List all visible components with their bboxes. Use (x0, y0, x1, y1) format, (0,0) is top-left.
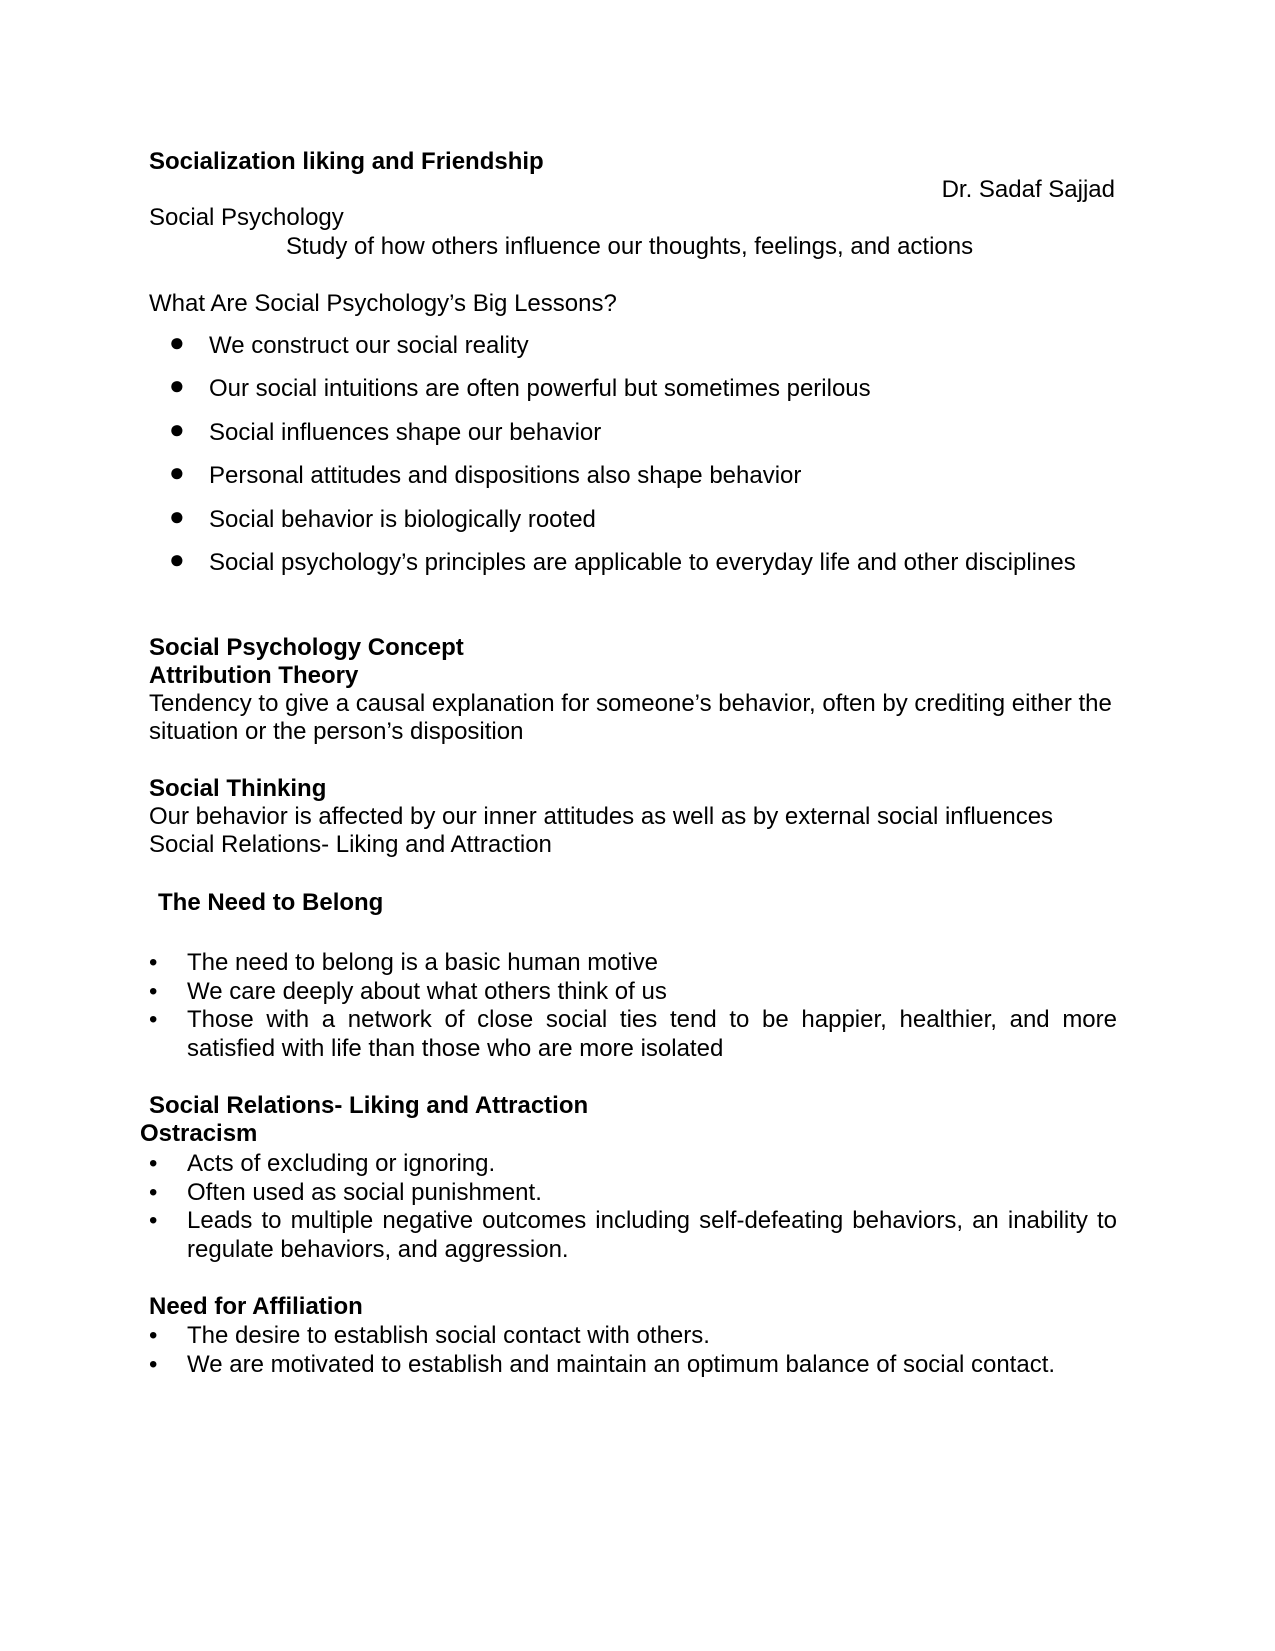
list-item-text: Personal attitudes and dispositions also shape behavior (209, 462, 802, 490)
bullet-icon: ● (169, 543, 185, 574)
list-item-text: Social behavior is biologically rooted (209, 505, 596, 533)
bullet-icon: ● (169, 370, 185, 401)
list-item-text: Our social intuitions are often powerful but sometimes perilous (209, 375, 871, 403)
bullet-icon: • (149, 1006, 158, 1033)
bullet-icon: • (149, 977, 158, 1005)
bullet-icon: ● (169, 327, 185, 357)
list-item (149, 413, 1119, 462)
list-item-text: Social influences shape our behavior (209, 418, 602, 446)
author-name: Dr. Sadaf Sajjad (941, 176, 1115, 203)
list-item-text: We care deeply about what others think of us (187, 977, 667, 1005)
need-to-belong-heading: The Need to Belong (158, 889, 384, 916)
bullet-icon: ● (169, 500, 185, 531)
list-item (149, 500, 1119, 549)
bullet-icon: • (149, 1207, 158, 1234)
list-item-text: The desire to establish social contact with others. (187, 1322, 710, 1349)
affiliation-heading: Need for Affiliation (149, 1293, 363, 1320)
list-item (149, 1179, 1117, 1208)
bullet-icon: ● (169, 413, 185, 444)
social-psychology-definition: Study of how others influence our thoughts, feelings, and actions (286, 233, 974, 260)
list-item-text: We construct our social reality (209, 332, 529, 359)
list-item (149, 978, 1117, 1007)
bullet-icon: ● (169, 457, 185, 488)
list-item (149, 543, 1119, 592)
bullet-icon: • (149, 949, 158, 976)
big-lessons-list (149, 327, 1119, 592)
list-item-text: Often used as social punishment. (187, 1178, 542, 1206)
list-item (149, 949, 1117, 978)
list-item-text: Social psychology’s principles are applicable to everyday life and other disciplines (209, 548, 1076, 576)
list-item (149, 370, 1119, 418)
list-item-text: The need to belong is a basic human motive (187, 949, 658, 976)
list-item-text: We are motivated to establish and maintain an optimum balance of social contact. (187, 1350, 1056, 1378)
list-item (149, 327, 1119, 375)
bullet-icon: • (149, 1150, 158, 1177)
list-item (149, 1006, 1117, 1063)
need-to-belong-list (149, 949, 1117, 1063)
concept-heading: Social Psychology Concept (149, 634, 464, 661)
attribution-theory-text: Tendency to give a causal explanation for someone’s behavior, often by crediting either the situation or the person’s disposition (149, 690, 1112, 745)
list-item (149, 1351, 1117, 1380)
list-item (149, 1207, 1117, 1264)
social-thinking-heading: Social Thinking (149, 775, 327, 802)
list-item (149, 1150, 1117, 1179)
social-psychology-term: Social Psychology (149, 204, 344, 231)
social-relations-line: Social Relations- Liking and Attraction (149, 831, 552, 858)
bullet-icon: • (149, 1322, 158, 1349)
list-item (149, 1322, 1117, 1351)
attribution-theory-heading: Attribution Theory (149, 662, 359, 689)
bullet-icon: • (149, 1350, 158, 1378)
ostracism-heading: Ostracism (140, 1120, 258, 1147)
social-thinking-text: Our behavior is affected by our inner attitudes as well as by external social influences (149, 803, 1054, 830)
bullet-icon: • (149, 1178, 158, 1206)
affiliation-list (149, 1322, 1117, 1379)
list-item (149, 457, 1119, 505)
list-item-text: Leads to multiple negative outcomes including self-defeating behaviors, an inability to regulate behaviors, and aggression. (187, 1207, 1117, 1263)
social-relations-heading: Social Relations- Liking and Attraction (149, 1092, 589, 1119)
ostracism-list (149, 1150, 1117, 1264)
list-item-text: Those with a network of close social ties tend to be happier, healthier, and more satisfied with life than those who are more isolated (187, 1006, 1117, 1062)
big-lessons-question: What Are Social Psychology’s Big Lessons? (149, 290, 617, 317)
document-title: Socialization liking and Friendship (149, 148, 544, 175)
list-item-text: Acts of excluding or ignoring. (187, 1150, 496, 1177)
